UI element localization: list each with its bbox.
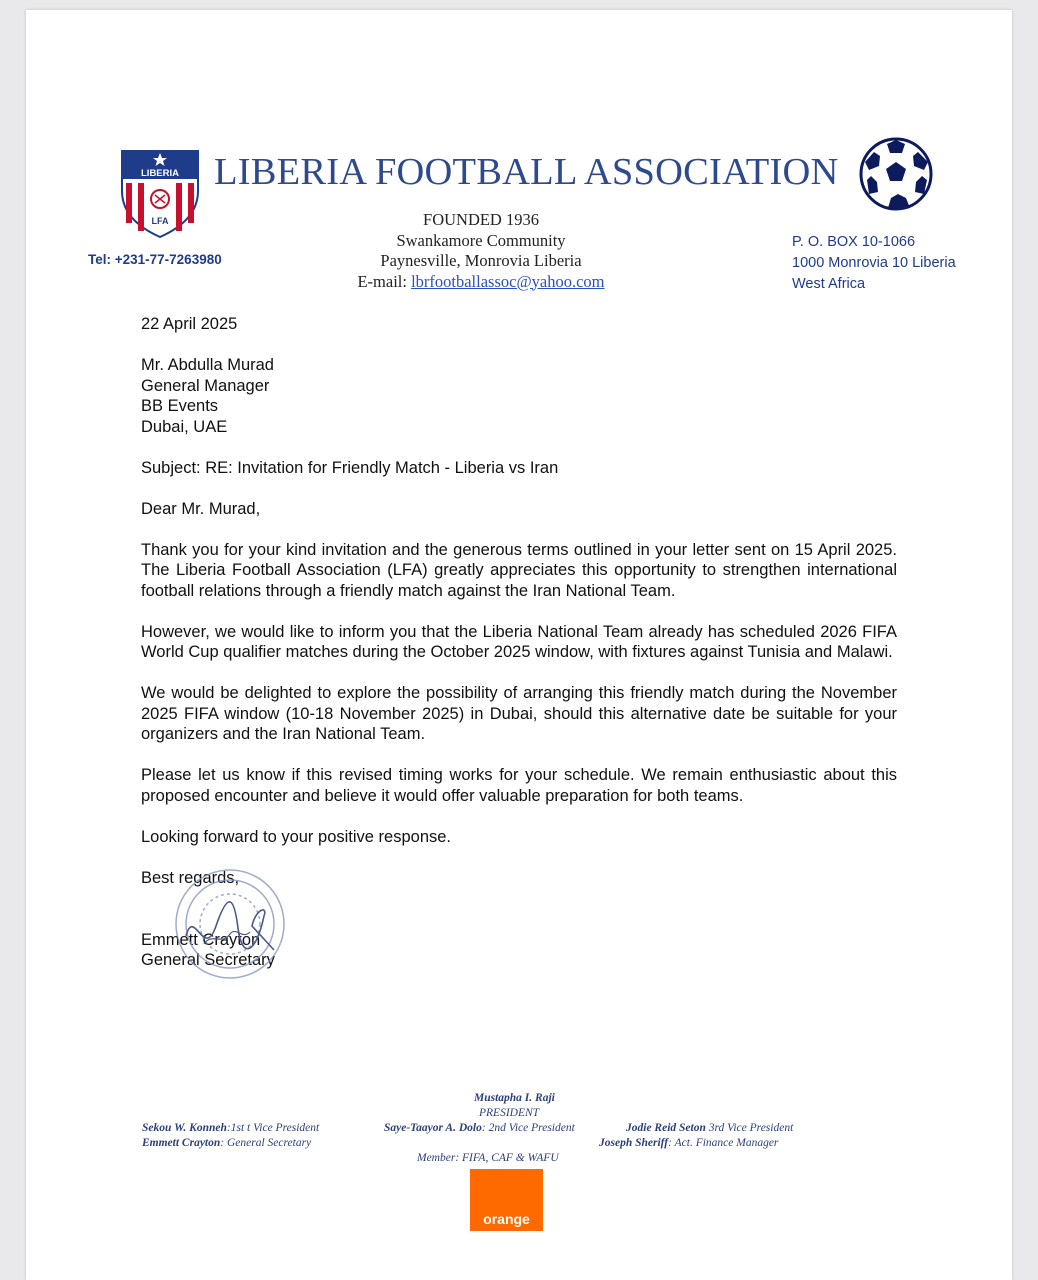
vp3-line: Jodie Reid Seton 3rd Vice President	[626, 1122, 794, 1134]
recipient-block	[141, 355, 897, 437]
gs-line: Emmett Crayton: General Secretary	[142, 1137, 312, 1149]
crest-initials: LFA	[151, 216, 169, 226]
official-stamp-signature	[164, 866, 294, 984]
salutation: Dear Mr. Murad,	[141, 499, 261, 518]
founded-text: FOUNDED 1936	[423, 210, 539, 229]
email-line	[276, 272, 686, 293]
address-line-2: Paynesville, Monrovia Liberia	[380, 251, 582, 270]
po-box: P. O. BOX 10-1066	[792, 234, 916, 250]
organization-name: LIBERIA FOOTBALL ASSOCIATION	[214, 151, 839, 193]
recipient-name: Mr. Abdulla Murad	[141, 356, 274, 374]
recipient-title: General Manager	[141, 376, 270, 395]
email-label: E-mail:	[357, 271, 407, 291]
telephone: Tel: +231-77-7263980	[88, 252, 222, 267]
vp1-line: Sekou W. Konneh:1st t Vice President	[142, 1122, 320, 1134]
email-link[interactable]: lbrfootballassoc@yahoo.com	[411, 271, 605, 291]
paragraph: We would be delighted to explore the possibility of arranging this friendly match during the November 2025 FIFA window (10-18 November 2025) in Dubai, should this alternative date be suitable for your organizers and the Iran National Team.	[141, 684, 897, 743]
orange-sponsor-logo	[470, 1169, 543, 1231]
sponsor-logo-text: orange	[483, 1211, 530, 1227]
paragraph: Thank you for your kind invitation and the generous terms outlined in your letter sent on 15 April 2025. The Liberia Football Association (LFA) greatly appreciates this opportunity to strengthen international football relations through a friendly match against the Iran National Team.	[141, 540, 897, 600]
po-region: West Africa	[792, 276, 866, 292]
president-name: Mustapha I. Raji	[474, 1092, 555, 1104]
po-city: 1000 Monrovia 10 Liberia	[792, 255, 956, 271]
closing: Best regards,	[141, 868, 240, 887]
signer-name: Emmett Crayton	[141, 930, 261, 949]
president-title: PRESIDENT	[479, 1107, 540, 1119]
membership-text: Member: FIFA, CAF & WAFU	[417, 1152, 559, 1164]
subject-line: Subject: RE: Invitation for Friendly Match - Liberia vs Iran	[141, 458, 559, 477]
address-line-1: Swankamore Community	[396, 230, 566, 250]
po-box-block	[792, 232, 956, 295]
letter-page	[26, 10, 1012, 1280]
crest-text: LIBERIA	[141, 168, 179, 179]
recipient-location: Dubai, UAE	[141, 417, 228, 436]
address-block	[276, 210, 686, 292]
paragraph: However, we would like to inform you that the Liberia National Team already has scheduled 2026 FIFA World Cup qualifier matches during the October 2025 window, with fixtures against Tunisia and Malawi.	[141, 622, 897, 661]
vp2-line: Saye-Taayor A. Dolo: 2nd Vice President	[384, 1122, 575, 1134]
recipient-company: BB Events	[141, 397, 219, 415]
football-icon	[858, 136, 934, 212]
signer-title: General Secretary	[141, 951, 275, 969]
letter-date: 22 April 2025	[141, 315, 238, 333]
finance-line: Joseph Sheriff: Act. Finance Manager	[599, 1137, 779, 1149]
lfa-crest-logo	[118, 147, 202, 239]
paragraph: Looking forward to your positive response.	[141, 827, 452, 846]
paragraph: Please let us know if this revised timing works for your schedule. We remain enthusiastic about this proposed encounter and believe it would offer valuable preparation for both teams.	[141, 766, 897, 805]
